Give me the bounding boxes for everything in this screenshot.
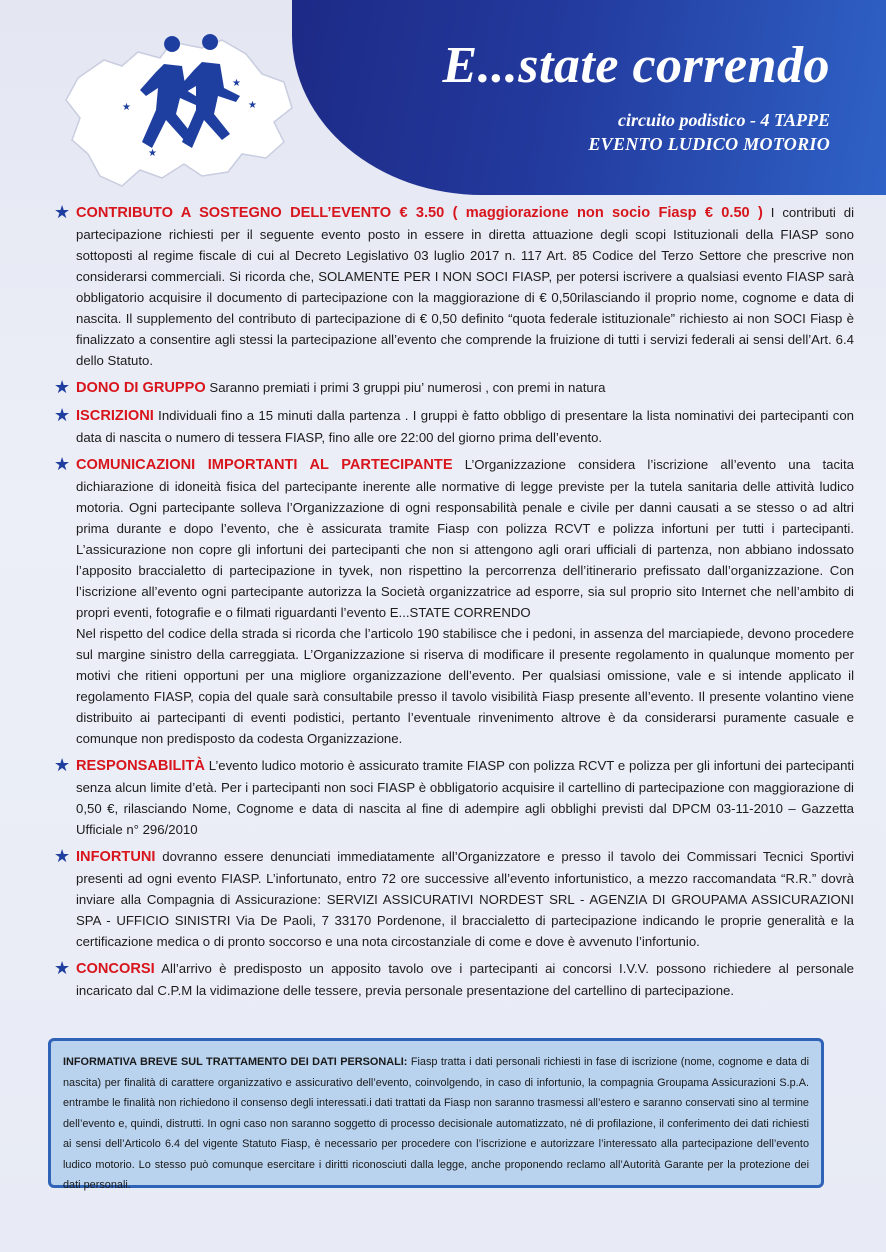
rule-text: L’Organizzazione considera l’iscrizione all’evento una tacita dichiarazione di idoneità fisica del partecipante inerente alle normative di legge previste per la tutela sanitaria delle attività ludico motoria. Ogni partecipante solleva l’Organizzazione di ogni responsabilità penale e civile per danni causati a se stesso o ad altri prima durante e dopo l’evento, che è assicurata tramite Fiasp con polizza RCVT e polizza infortuni per tutti i partecipanti. L’assicurazione non copre gli infortuni dei partecipanti che non si attengono agli orari ufficiali di partenza, non abbiano indossato l’apposito braccialetto di partecipazione in tyvek, non rispettino la percorrenza dell’itinerario prefissato dall’organizzazione. Con l’iscrizione all’evento ogni partecipante autorizza la Società organizzatrice ad esporre, sia sul proprio sito Internet che nell’ambito di propri eventi, fotografie e o filmati riguardanti l’evento E...STATE CORRENDO <box>76 457 854 620</box>
star-bullet-icon: ★ <box>54 755 71 775</box>
star-bullet-icon: ★ <box>54 405 71 425</box>
rule-contributo <box>54 202 854 371</box>
rule-text-continued: Nel rispetto del codice della strada si ricorda che l’articolo 190 stabilisce che i pedoni, in assenza del marciapiede, devono procedere sul margine sinistro della carreggiata. L’Organizzazione si riserva di modificare il presente regolamento in qualunque momento per motivi che ritieni opportuni per una migliore organizzazione dell’evento. Per qualsiasi omissione, vale e si intende applicato il regolamento FIASP, copia del quale sarà consultabile presso il tavolo visibilità Fiasp presente all’evento. Il presente volantino viene distribuito ai partecipanti di eventi podistici, pertanto l’eventuale rinvenimento altrove è da considerarsi puramente casuale e comunque non predisposto da codesta Organizzazione. <box>76 626 854 746</box>
rule-heading: INFORTUNI <box>76 849 156 865</box>
rule-heading: CONCORSI <box>76 961 155 977</box>
region-map-shape <box>66 40 292 186</box>
rule-iscrizioni <box>54 405 854 448</box>
event-subtitle: circuito podistico - 4 TAPPE <box>618 110 830 130</box>
star-bullet-icon: ★ <box>54 202 71 222</box>
privacy-text: Fiasp tratta i dati personali richiesti in fase di iscrizione (nome, cognome e data di nascita) per finalità di carattere organizzativo e assicurativo dell’evento, coinvolgendo, in caso di infortunio, la compagnia Groupama Assicurazioni S.p.A. entrambe le finalità non richiedono il consenso degli interessati.i dati trattati da Fiasp non saranno trasmessi all’estero e saranno conservati sino al termine dell’evento e, quindi, distrutti. In ogni caso non saranno soggetto di processo decisionale automatizzato, né di profilazione, il conferimento dei dati richiesti ai sensi dell’Articolo 6.4 del vigente Statuto Fiasp, è necessario per procedere con l’iscrizione e autorizzare l’interessato alla partecipazione dell’evento ludico motorio. Lo stesso può comunque esercitare i diritti riconosciuti dalla legge, anche proponendo reclamo all’Autorità Garante per la protezione dei dati personali. <box>63 1056 809 1191</box>
rule-text: L’evento ludico motorio è assicurato tramite FIASP con polizza RCVT e polizza per gli infortuni dei partecipanti senza alcun limite d’età. Per i partecipanti non soci FIASP è obbligatorio acquisire il cartellino di partecipazione con maggiorazione di 0,50 €, rilasciando Nome, Cognome e data di nascita al fine di adempire agli obblighi previsti dal DPCM 03-11-2010 – Gazzetta Ufficiale n° 296/2010 <box>76 758 854 837</box>
star-icon: ★ <box>232 78 241 89</box>
event-type: EVENTO LUDICO MOTORIO <box>588 134 830 154</box>
privacy-notice-box <box>48 1038 824 1191</box>
star-icon: ★ <box>122 102 131 113</box>
star-icon: ★ <box>148 148 157 159</box>
rule-heading: ISCRIZIONI <box>76 408 154 424</box>
header-banner <box>292 0 886 195</box>
rule-text: Individuali fino a 15 minuti dalla partenza . I gruppi è fatto obbligo di presentare la lista nominativi dei partecipanti con data di nascita o numero di tessera FIASP, fino alle ore 22:00 del giorno prima dell’evento. <box>76 408 854 445</box>
rule-text: Saranno premiati i primi 3 gruppi piu’ numerosi , con premi in natura <box>205 380 606 395</box>
privacy-heading: INFORMATIVA BREVE SUL TRATTAMENTO DEI DATI PERSONALI: <box>63 1056 408 1068</box>
event-title: E...state correndo <box>442 37 830 94</box>
star-bullet-icon: ★ <box>54 846 71 866</box>
rule-text: All’arrivo è predisposto un apposito tavolo ove i partecipanti ai concorsi I.V.V. possono richiedere al personale incaricato dal C.P.M la vidimazione delle tessere, previa personale presentazione del cartellino di partecipazione. <box>76 961 854 998</box>
rule-heading: CONTRIBUTO A SOSTEGNO DELL’EVENTO € 3.50 ( maggiorazione non socio Fiasp € 0.50 ) <box>76 205 763 221</box>
rule-infortuni <box>54 846 854 952</box>
rule-comunicazioni <box>54 454 854 749</box>
rule-text: dovranno essere denunciati immediatamente all’Organizzatore e presso il tavolo dei Commissari Tecnici Sportivi presenti ad ogni evento FIASP. L’infortunato, entro 72 ore successive all’evento infortunistico, a mezzo raccomandata “R.R.” dovrà inviare alla Compagnia di Assicurazione: SERVIZI ASSICURATIVI NORDEST SRL - AGENZIA DI GROUPAMA ASSICURAZIONI SPA - UFFICIO SINISTRI Via De Paoli, 7 33170 Pordenone, il braccialetto di partecipazione indicando le proprie generalità e la certificazione medica o di pronto soccorso e una nota circostanziale di come e dove è avvenuto l’infortunio. <box>76 849 854 949</box>
star-bullet-icon: ★ <box>54 377 71 397</box>
rule-heading: DONO DI GRUPPO <box>76 380 206 396</box>
rules-list <box>54 202 854 1007</box>
rule-heading: COMUNICAZIONI IMPORTANTI AL PARTECIPANTE <box>76 457 453 473</box>
rule-heading: RESPONSABILITÀ <box>76 758 205 774</box>
rule-dono-di-gruppo <box>54 377 854 399</box>
star-icon: ★ <box>248 100 257 111</box>
runners-on-map-logo <box>52 30 302 200</box>
star-bullet-icon: ★ <box>54 454 71 474</box>
star-bullet-icon: ★ <box>54 958 71 978</box>
rule-concorsi <box>54 958 854 1001</box>
rule-text: I contributi di partecipazione richiesti per il seguente evento posto in essere in diretta attuazione degli scopi Istituzionali della FIASP sono sottoposti al regime fiscale di cui al Decreto Legislativo 03 luglio 2017 n. 117 Art. 85 Codice del Terzo Settore che prescrive non considerarsi commerciali. Si ricorda che, SOLAMENTE PER I NON SOCI FIASP, per potersi iscrivere a qualsiasi evento FIASP sarà obbligatorio acquisire il documento di partecipazione con la maggiorazione di € 0,50rilasciando il proprio nome, cognome e data di nascita. Il supplemento del contributo di partecipazione di € 0,50 definito “quota federale istituzionale” richiesto ai non SOCI Fiasp è finalizzato a consentire agli stessi la partecipazione all’evento che comprende la fruizione di tutti i servizi federali ai sensi dell’Art. 6.4 dello Statuto. <box>76 205 854 368</box>
rule-responsabilita <box>54 755 854 840</box>
